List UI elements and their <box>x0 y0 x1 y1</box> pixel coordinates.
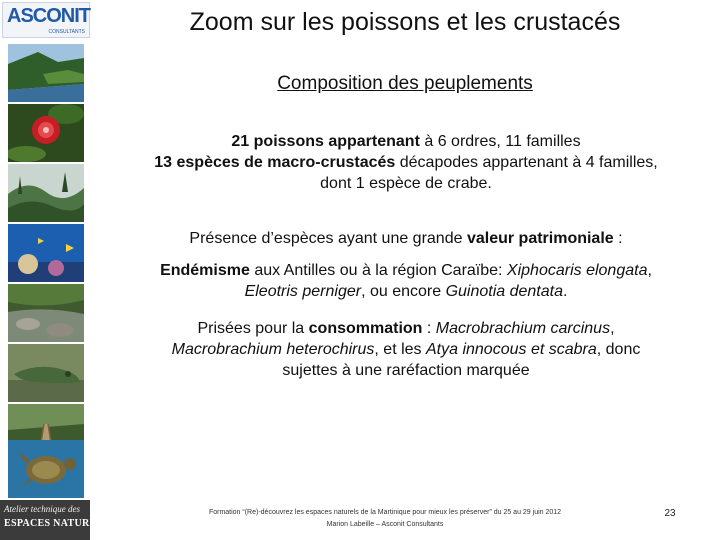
rarefaction-line: sujettes à une raréfaction marquée <box>282 362 530 379</box>
sea-turtle-photo <box>8 440 84 498</box>
footer-note-line1: Formation “(Re)-découvrez les espaces naturels de la Martinique pour mieux les préserver” du 25 au 29 juin 2012 <box>208 509 562 516</box>
species-heterochirus: Macrobrachium heterochirus <box>171 341 375 358</box>
logo-subtext: CONSULTANTS <box>48 29 85 35</box>
species-xiphocaris: Xiphocaris elongata <box>506 262 648 279</box>
endemism-paragraph <box>100 260 712 302</box>
river-rocks-photo <box>8 284 84 342</box>
iguana-photo <box>8 344 84 402</box>
section-subtitle: Composition des peuplements <box>277 73 533 94</box>
consumption-text4: , donc <box>596 341 641 358</box>
species-atya: Atya innocous et scabra <box>425 341 597 358</box>
consumption-paragraph <box>100 318 712 381</box>
logo-text: ASCONIT <box>7 5 90 27</box>
fish-count-rest: à 6 ordres, 11 familles <box>419 133 581 150</box>
endemism-text4: . <box>562 283 568 300</box>
crab-line: dont 1 espèce de crabe. <box>320 175 492 192</box>
crustacean-count-bold: 13 espèces de macro-crustacés <box>154 154 396 171</box>
fish-count-bold: 21 poissons appartenant <box>231 133 420 150</box>
consumption-text2: , <box>610 320 615 337</box>
species-carcinus: Macrobrachium carcinus <box>435 320 611 337</box>
endemism-text2: , <box>647 262 652 279</box>
red-flower-photo <box>8 104 84 162</box>
footer-logo-line2: ESPACES NATURELS <box>4 518 110 529</box>
footer-note-line2: Marion Labeille – Asconit Consultants <box>326 521 444 528</box>
heritage-pre: Présence d’espèces ayant une grande <box>189 230 467 247</box>
heritage-bold: valeur patrimoniale <box>466 230 614 247</box>
endemism-bold: Endémisme <box>160 262 250 279</box>
page-number: 23 <box>664 508 676 519</box>
heritage-paragraph <box>100 228 712 249</box>
composition-paragraph <box>100 131 712 194</box>
consumption-pre: Prisées pour la <box>197 320 309 337</box>
heritage-post: : <box>613 230 623 247</box>
misty-rainforest-photo <box>8 164 84 222</box>
species-guinotia: Guinotia dentata <box>445 283 563 300</box>
consumption-text1: : <box>422 320 436 337</box>
sidebar <box>0 0 110 540</box>
crustacean-count-rest: décapodes appartenant à 4 familles, <box>395 154 658 171</box>
espaces-naturels-logo <box>0 500 110 540</box>
footer-note <box>165 507 605 531</box>
endemism-text1: aux Antilles ou à la région Caraïbe: <box>249 262 507 279</box>
consumption-text3: , et les <box>374 341 426 358</box>
species-eleotris: Eleotris perniger <box>244 283 362 300</box>
endemism-text3: , ou encore <box>361 283 446 300</box>
coastline-photo <box>8 44 84 102</box>
coral-reef-photo <box>8 224 84 282</box>
asconit-logo <box>2 2 90 38</box>
page-title: Zoom sur les poissons et les crustacés <box>189 8 621 36</box>
footer-logo-line1: Atelier technique des <box>4 504 80 514</box>
consumption-bold: consommation <box>308 320 423 337</box>
